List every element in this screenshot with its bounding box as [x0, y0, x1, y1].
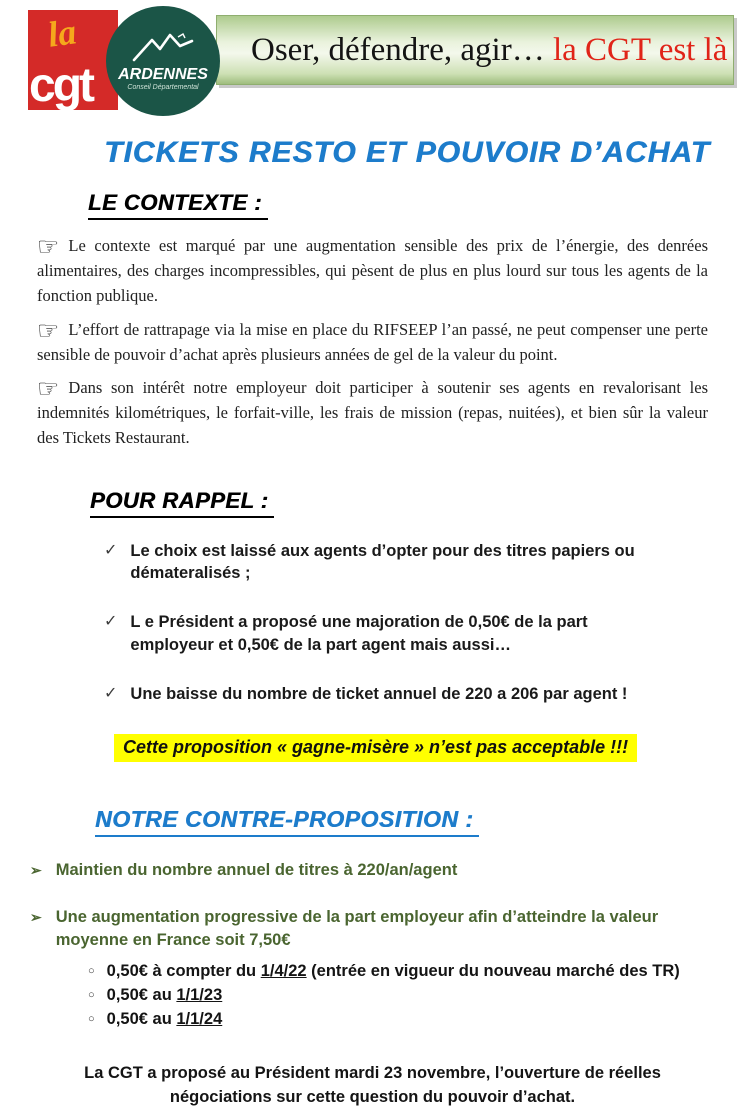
ardennes-logo-title: ARDENNES [118, 65, 208, 83]
rappel-list [104, 540, 675, 705]
section-heading-contre-proposition: NOTRE CONTRE-PROPOSITION : [95, 806, 479, 837]
highlight-statement: Cette proposition « gagne-misère » n’est pas acceptable !!! [114, 734, 637, 762]
context-paragraph [37, 315, 708, 368]
list-item [88, 960, 711, 984]
slogan-text [251, 32, 727, 69]
ardennes-logo [106, 6, 220, 116]
pointing-finger-icon: ☞ [37, 374, 60, 404]
date-underlined: 1/1/24 [176, 1010, 223, 1029]
arrow-bullet-icon: ➢ [30, 909, 42, 926]
date-underlined: 1/4/22 [260, 962, 307, 981]
page-title: TICKETS RESTO ET POUVOIR D’ACHAT [104, 136, 710, 169]
list-item [104, 683, 675, 705]
list-item [88, 984, 711, 1008]
circle-bullet-icon: ○ [88, 1013, 95, 1026]
list-item [30, 859, 711, 882]
slogan-text-black: Oser, défendre, agir… [251, 31, 553, 68]
ardennes-logo-subtitle: Conseil Départemental [127, 83, 199, 91]
rappel-item-text: L e Président a proposé une majoration de 0,50€ de la part employeur et 0,50€ de la part agent mais aussi… [130, 613, 588, 654]
pointing-finger-icon: ☞ [37, 315, 60, 345]
list-item [104, 611, 675, 656]
arrow-bullet-icon: ➢ [30, 862, 42, 879]
checkmark-icon: ✓ [104, 613, 118, 631]
sub-item-text: 0,50€ au 1/1/23 [106, 986, 223, 1005]
list-item [88, 1008, 711, 1032]
list-item [30, 906, 711, 952]
phase-in-sub-list [88, 960, 711, 1032]
context-paragraph-text: Dans son intérêt notre employeur doit participer à soutenir ses agents en revalorisant les indemnités kilométriques, le forfait-ville, les frais de mission (repas, nuitées), et bien sûr la valeur des Tickets Restaurant. [37, 378, 708, 447]
context-paragraphs [37, 234, 708, 451]
context-paragraph [37, 234, 708, 309]
checkmark-icon: ✓ [104, 684, 118, 702]
context-paragraph-text: Le contexte est marqué par une augmentation sensible des prix de l’énergie, des denrées alimentaires, des charges incompressibles, qui pèsent de plus en plus lourd sur tous les agents de la fonction publique. [37, 236, 708, 305]
contre-item-text: Maintien du nombre annuel de titres à 220/an/agent [55, 861, 458, 880]
header [0, 0, 745, 122]
mountains-icon [132, 32, 194, 64]
sub-item-text: 0,50€ au 1/1/24 [106, 1010, 223, 1029]
context-paragraph [37, 376, 708, 451]
closing-statement: La CGT a proposé au Président mardi 23 novembre, l’ouverture de réelles négociations sur cette question du pouvoir d’achat. [84, 1064, 661, 1107]
sub-item-text: 0,50€ à compter du 1/4/22 (entrée en vigueur du nouveau marché des TR) [106, 962, 680, 981]
contre-item-text: Une augmentation progressive de la part employeur afin d’atteindre la valeur moyenne en France soit 7,50€ [55, 908, 659, 950]
section-heading-contexte: LE CONTEXTE : [88, 190, 268, 220]
context-paragraph-text: L’effort de rattrapage via la mise en place du RIFSEEP l’an passé, ne peut compenser une perte sensible de pouvoir d’achat après plusieurs années de gel de la valeur du point. [37, 319, 708, 364]
date-underlined: 1/1/23 [176, 986, 223, 1005]
section-heading-rappel: POUR RAPPEL : [90, 488, 274, 518]
contre-proposition-list [30, 859, 711, 1032]
cgt-logo [28, 10, 118, 110]
circle-bullet-icon: ○ [88, 965, 95, 978]
rappel-item-text: Une baisse du nombre de ticket annuel de 220 a 206 par agent ! [130, 684, 628, 703]
list-item [104, 540, 675, 585]
slogan-text-red: la CGT est là [552, 31, 728, 68]
cgt-logo-wordmark: cgt [29, 59, 92, 112]
rappel-item-text: Le choix est laissé aux agents d’opter pour des titres papiers ou démateralisés ; [130, 541, 635, 583]
cgt-logo-la-script: la [45, 11, 79, 55]
pointing-finger-icon: ☞ [37, 232, 60, 261]
checkmark-icon: ✓ [104, 541, 118, 559]
circle-bullet-icon: ○ [88, 989, 95, 1002]
slogan-banner [216, 15, 734, 85]
